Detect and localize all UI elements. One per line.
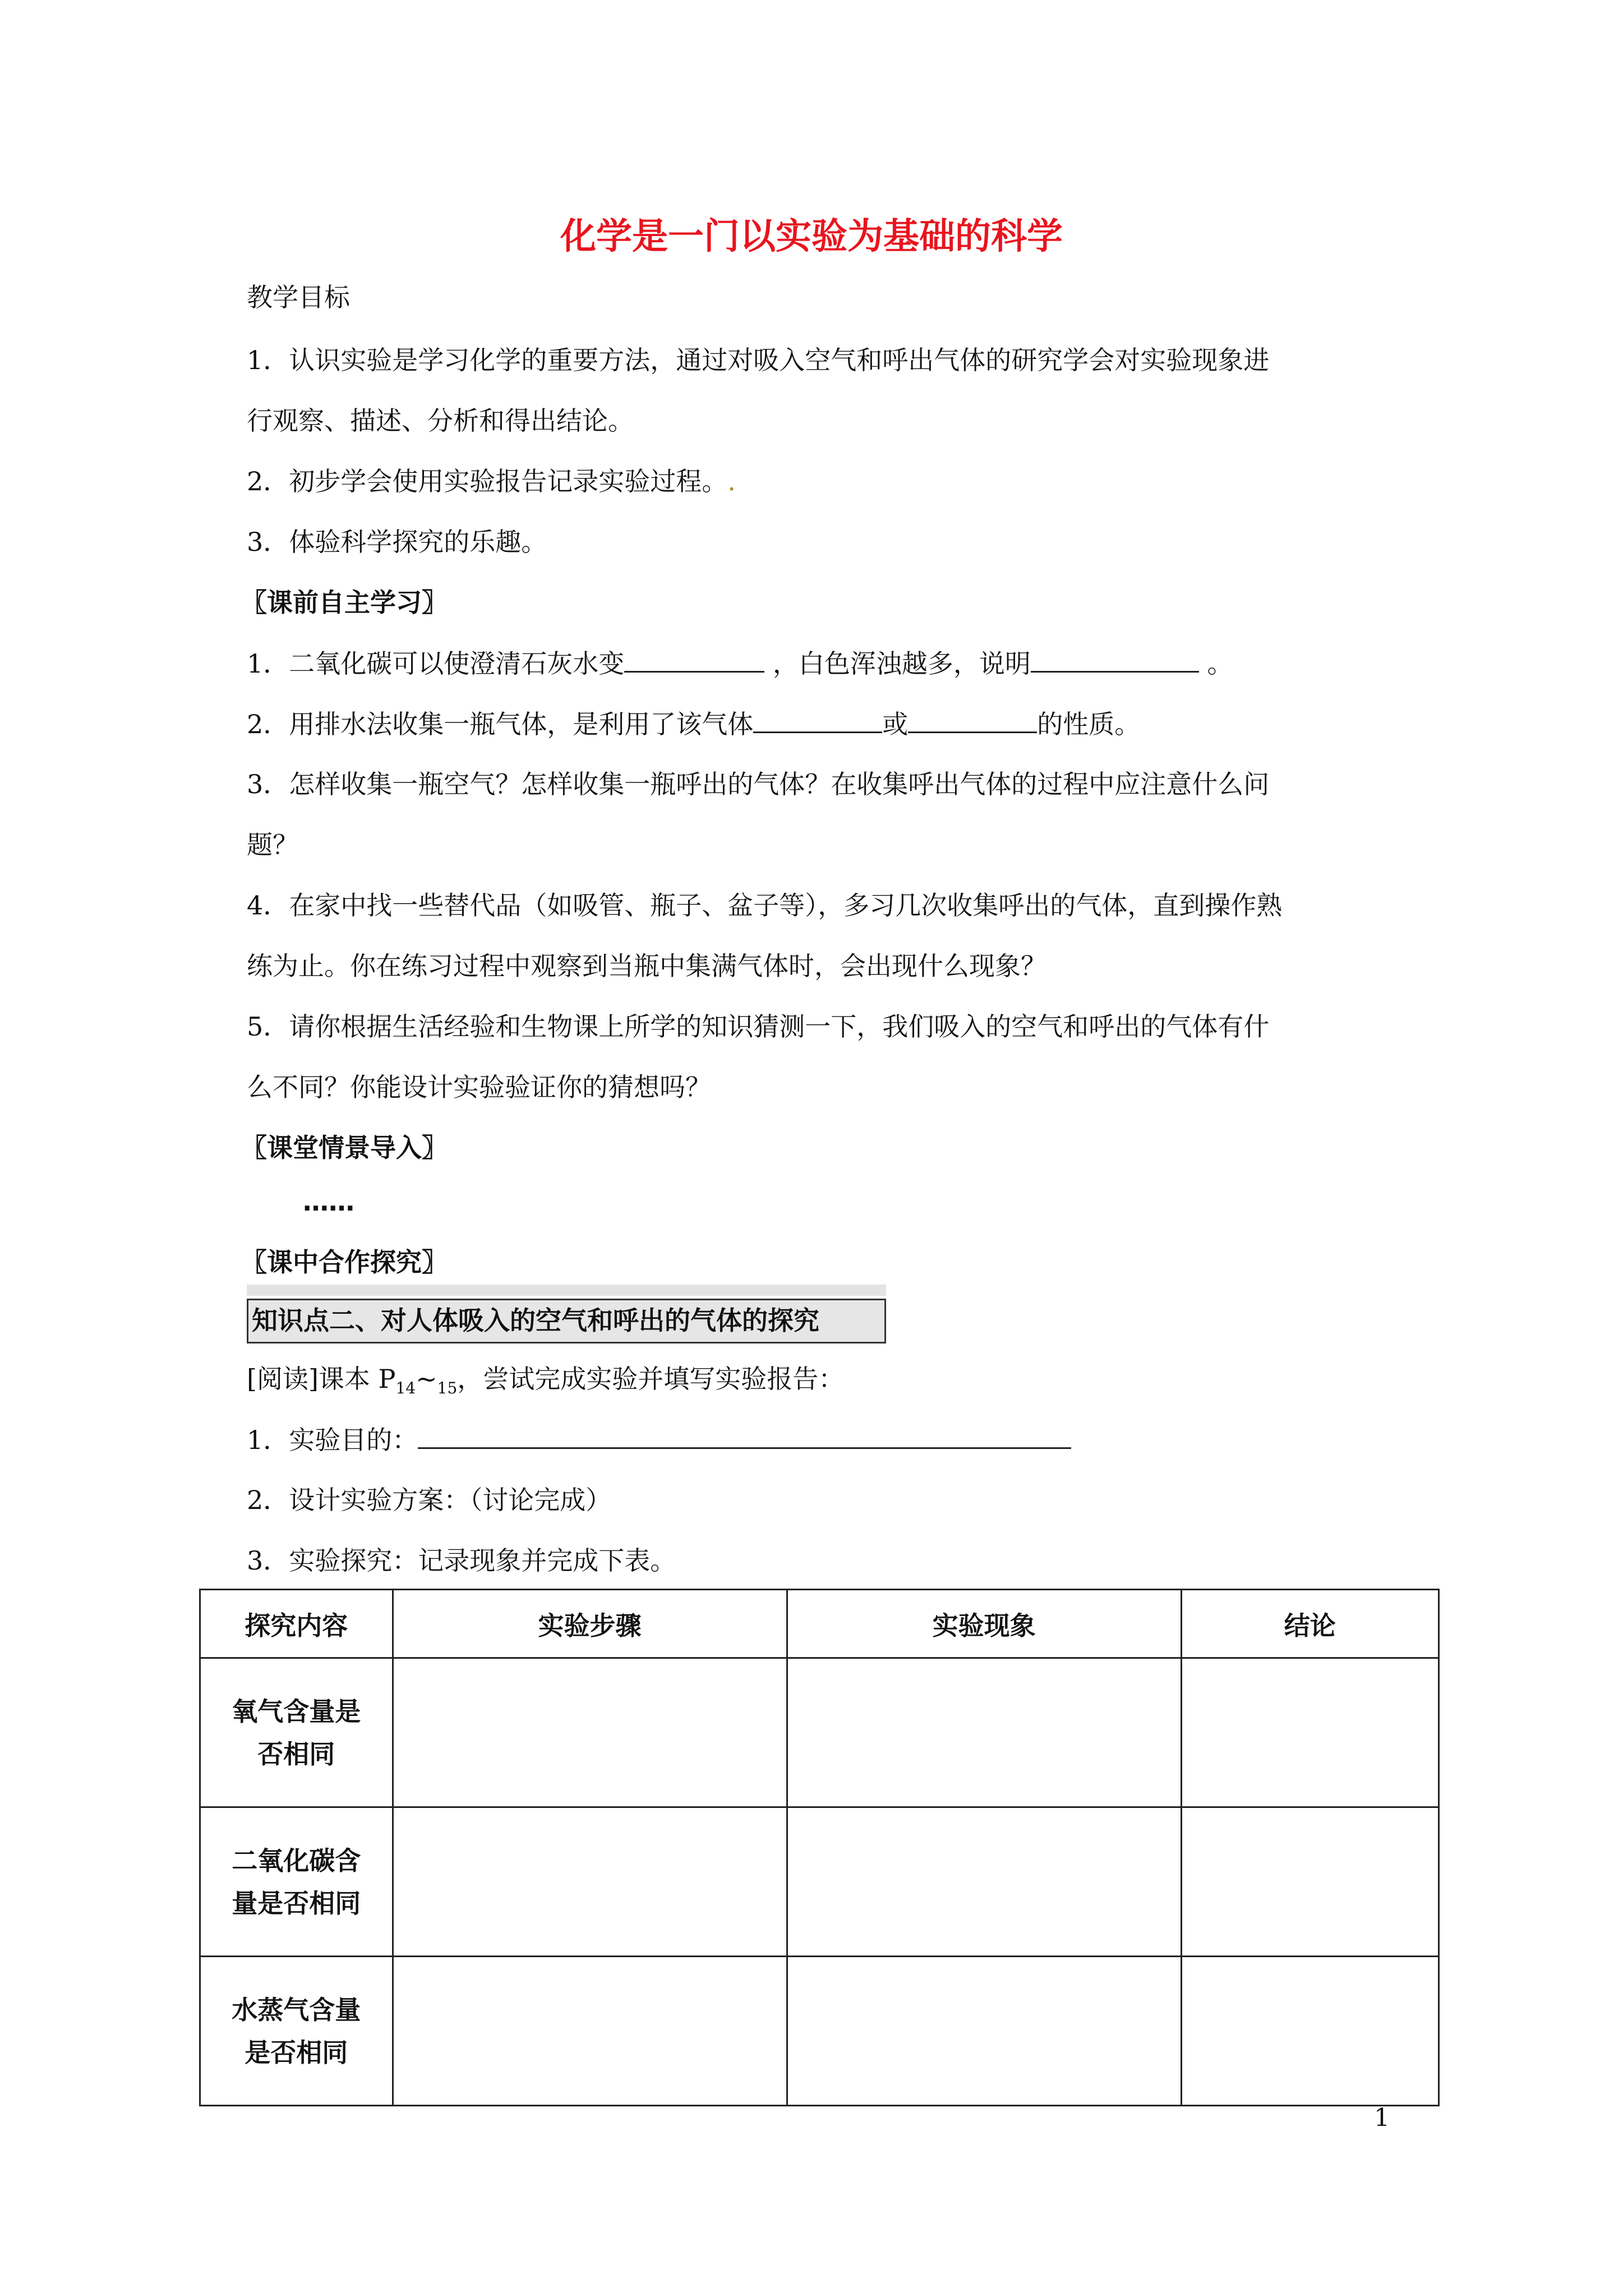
- preclass-question-5-line-1: 5．请你根据生活经验和生物课上所学的知识猜测一下，我们吸入的空气和呼出的气体有什: [247, 1011, 1270, 1042]
- table-row: [200, 1957, 1439, 2106]
- reading-instruction: [247, 1362, 1385, 1405]
- header-phenomena: 实验现象: [787, 1590, 1181, 1658]
- reading-text-a: [阅读]课本 P: [247, 1364, 396, 1394]
- objective-2-text: 2．初步学会使用实验报告记录实验过程。: [247, 466, 728, 496]
- q2-text-a: 2．用排水法收集一瓶气体，是利用了该气体: [247, 709, 754, 739]
- row-label-line: 水蒸气含量: [232, 1994, 361, 2025]
- objective-2: [247, 464, 1385, 498]
- table-cell-phenomena[interactable]: [787, 1658, 1181, 1807]
- q1-blank-1[interactable]: [624, 646, 764, 673]
- preclass-question-3-line-2: 题？: [247, 830, 298, 860]
- document-title: 化学是一门以实验为基础的科学: [560, 216, 1063, 257]
- q2-blank-2[interactable]: [908, 707, 1037, 733]
- experiment-purpose-blank[interactable]: [418, 1423, 1071, 1449]
- objective-3: 3．体验科学探究的乐趣。: [247, 527, 547, 557]
- reading-range-sep: ~: [416, 1364, 437, 1394]
- preclass-question-4-line-1: 4．在家中找一些替代品（如吸管、瓶子、盆子等），多习几次收集呼出的气体，直到操作熟: [247, 890, 1283, 921]
- reading-text-b: ，尝试完成实验并填写实验报告：: [457, 1364, 845, 1394]
- table-cell-phenomena[interactable]: [787, 1957, 1181, 2106]
- preclass-question-3-line-1: 3．怎样收集一瓶空气？怎样收集一瓶呼出的气体？在收集呼出气体的过程中应注意什么问: [247, 769, 1270, 799]
- objective-2-mark: .: [727, 466, 736, 496]
- objective-1-line-2: 行观察、描述、分析和得出结论。: [247, 406, 634, 436]
- step-1-text: 1．实验目的：: [247, 1425, 418, 1455]
- preclass-question-5-line-2: 么不同？你能设计实验验证你的猜想吗？: [247, 1072, 711, 1102]
- row-label-line: 氧气含量是: [232, 1696, 361, 1727]
- intro-ellipsis: ……: [303, 1186, 354, 1217]
- knowledge-point-box: 知识点二、对人体吸入的空气和呼出的气体的探究: [247, 1299, 886, 1343]
- q1-blank-2[interactable]: [1031, 646, 1199, 673]
- row-water-vapor-label: [200, 1957, 393, 2106]
- table-row: [200, 1658, 1439, 1807]
- row-label-line: 二氧化碳含: [232, 1845, 361, 1876]
- table-cell-phenomena[interactable]: [787, 1807, 1181, 1957]
- table-cell-conclusion[interactable]: [1181, 1807, 1438, 1957]
- experiment-table: [199, 1589, 1440, 2106]
- header-conclusion: 结论: [1181, 1590, 1438, 1658]
- step-1: [247, 1423, 1385, 1457]
- intro-heading: 〖课堂情景导入〗: [241, 1133, 448, 1163]
- table-cell-steps[interactable]: [393, 1658, 787, 1807]
- q1-text-b: ，白色浑浊越多，说明: [772, 648, 1031, 679]
- table-cell-steps[interactable]: [393, 1807, 787, 1957]
- reading-page-start: 14: [395, 1379, 416, 1398]
- table-cell-conclusion[interactable]: [1181, 1957, 1438, 2106]
- row-label-line: 量是否相同: [232, 1888, 361, 1918]
- preclass-question-1: [247, 646, 1385, 680]
- reading-page-end: 15: [437, 1379, 458, 1398]
- row-co2-label: [200, 1807, 393, 1957]
- table-cell-conclusion[interactable]: [1181, 1658, 1438, 1807]
- q2-text-b: 或: [882, 709, 909, 739]
- row-label-line: 是否相同: [245, 2037, 348, 2068]
- page-number: 1: [1374, 2104, 1390, 2132]
- objectives-heading: 教学目标: [247, 282, 350, 312]
- objective-1-line-1: 1．认识实验是学习化学的重要方法，通过对吸入空气和呼出气体的研究学会对实验现象进: [247, 345, 1270, 375]
- q2-text-c: 的性质。: [1037, 709, 1141, 739]
- step-3: 3．实验探究：记录现象并完成下表。: [247, 1545, 676, 1576]
- coop-heading: 〖课中合作探究〗: [241, 1247, 448, 1277]
- table-row: [200, 1807, 1439, 1957]
- preclass-heading: 〖课前自主学习〗: [241, 587, 448, 618]
- table-header-row: [200, 1590, 1439, 1658]
- q1-text-c: 。: [1207, 648, 1233, 679]
- preclass-question-4-line-2: 练为止。你在练习过程中观察到当瓶中集满气体时，会出现什么现象？: [247, 951, 1046, 981]
- q2-blank-1[interactable]: [753, 707, 882, 733]
- row-oxygen-label: [200, 1658, 393, 1807]
- table-cell-steps[interactable]: [393, 1957, 787, 2106]
- q1-text-a: 1．二氧化碳可以使澄清石灰水变: [247, 648, 625, 679]
- preclass-question-2: [247, 707, 1385, 741]
- row-label-line: 否相同: [257, 1738, 335, 1769]
- step-2: 2．设计实验方案：（讨论完成）: [247, 1485, 612, 1515]
- header-content: 探究内容: [200, 1590, 393, 1658]
- knowledge-point-shade: [247, 1285, 886, 1296]
- header-steps: 实验步骤: [393, 1590, 787, 1658]
